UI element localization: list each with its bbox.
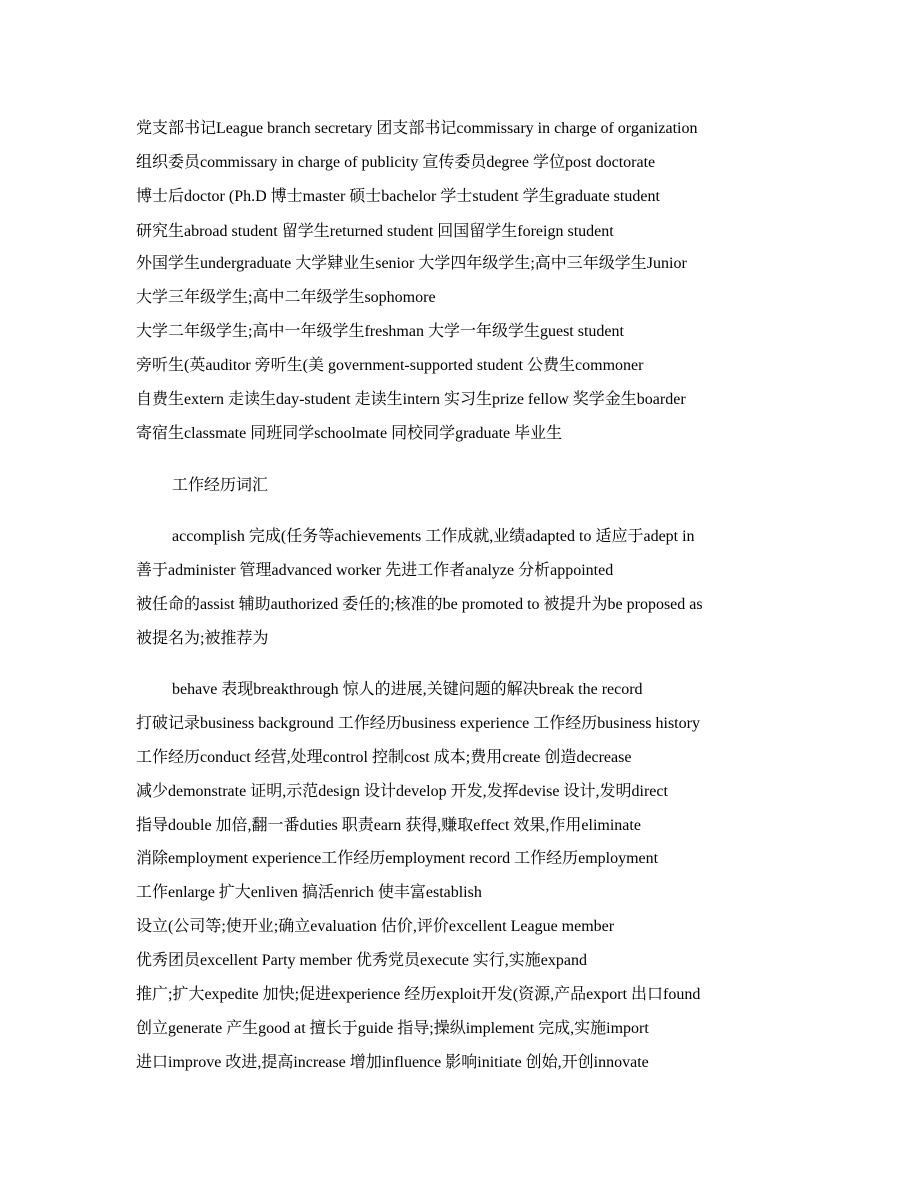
- text-line: 旁听生(英auditor 旁听生(美 government-supported student 公费生commoner: [136, 357, 644, 374]
- text-line: 党支部书记League branch secretary 团支部书记commissary in charge of organization: [136, 120, 698, 137]
- text-line: 组织委员commissary in charge of publicity 宣传委员degree 学位post doctorate: [136, 154, 656, 171]
- text-line: 大学二年级学生;高中一年级学生freshman 大学一年级学生guest student: [136, 323, 624, 340]
- text-line: 大学三年级学生;高中二年级学生sophomore: [136, 289, 436, 306]
- text-line: 寄宿生classmate 同班同学schoolmate 同校同学graduate 毕业生: [136, 425, 563, 442]
- text-line: 博士后doctor (Ph.D 博士master 硕士bachelor 学士student 学生graduate student: [136, 188, 660, 205]
- text-line: 工作enlarge 扩大enliven 搞活enrich 使丰富establish: [136, 884, 482, 901]
- text-line: 指导double 加倍,翻一番duties 职责earn 获得,赚取effect 效果,作用eliminate: [136, 817, 641, 834]
- text-line: 减少demonstrate 证明,示范design 设计develop 开发,发挥devise 设计,发明direct: [136, 783, 668, 800]
- text-line: behave 表现breakthrough 惊人的进展,关键问题的解决break the record: [172, 681, 643, 698]
- text-line: 被提名为;被推荐为: [136, 630, 269, 647]
- text-line: 创立generate 产生good at 擅长于guide 指导;操纵implement 完成,实施import: [136, 1020, 649, 1037]
- text-line: accomplish 完成(任务等achievements 工作成就,业绩adapted to 适应于adept in: [172, 528, 695, 545]
- text-line: 被任命的assist 辅助authorized 委任的;核准的be promoted to 被提升为be proposed as: [136, 596, 703, 613]
- text-line: 自费生extern 走读生day-student 走读生intern 实习生prize fellow 奖学金生boarder: [136, 391, 686, 408]
- text-line: 工作经历conduct 经营,处理control 控制cost 成本;费用create 创造decrease: [136, 749, 632, 766]
- text-line: 打破记录business background 工作经历business experience 工作经历business history: [136, 715, 700, 732]
- text-line: 消除employment experience工作经历employment record 工作经历employment: [136, 850, 659, 867]
- text-line: 设立(公司等;使开业;确立evaluation 估价,评价excellent League member: [136, 918, 615, 935]
- text-line: 研究生abroad student 留学生returned student 回国留学生foreign student: [136, 223, 614, 240]
- text-line: 优秀团员excellent Party member 优秀党员execute 实行,实施expand: [136, 952, 587, 969]
- text-line: 外国学生undergraduate 大学肄业生senior 大学四年级学生;高中三年级学生Junior: [136, 255, 687, 272]
- text-line: 推广;扩大expedite 加快;促进experience 经历exploit开发(资源,产品export 出口found: [136, 986, 701, 1003]
- section-heading: 工作经历词汇: [172, 477, 269, 494]
- text-line: 善于administer 管理advanced worker 先进工作者analyze 分析appointed: [136, 562, 614, 579]
- text-line: 进口improve 改进,提高increase 增加influence 影响initiate 创始,开创innovate: [136, 1054, 649, 1071]
